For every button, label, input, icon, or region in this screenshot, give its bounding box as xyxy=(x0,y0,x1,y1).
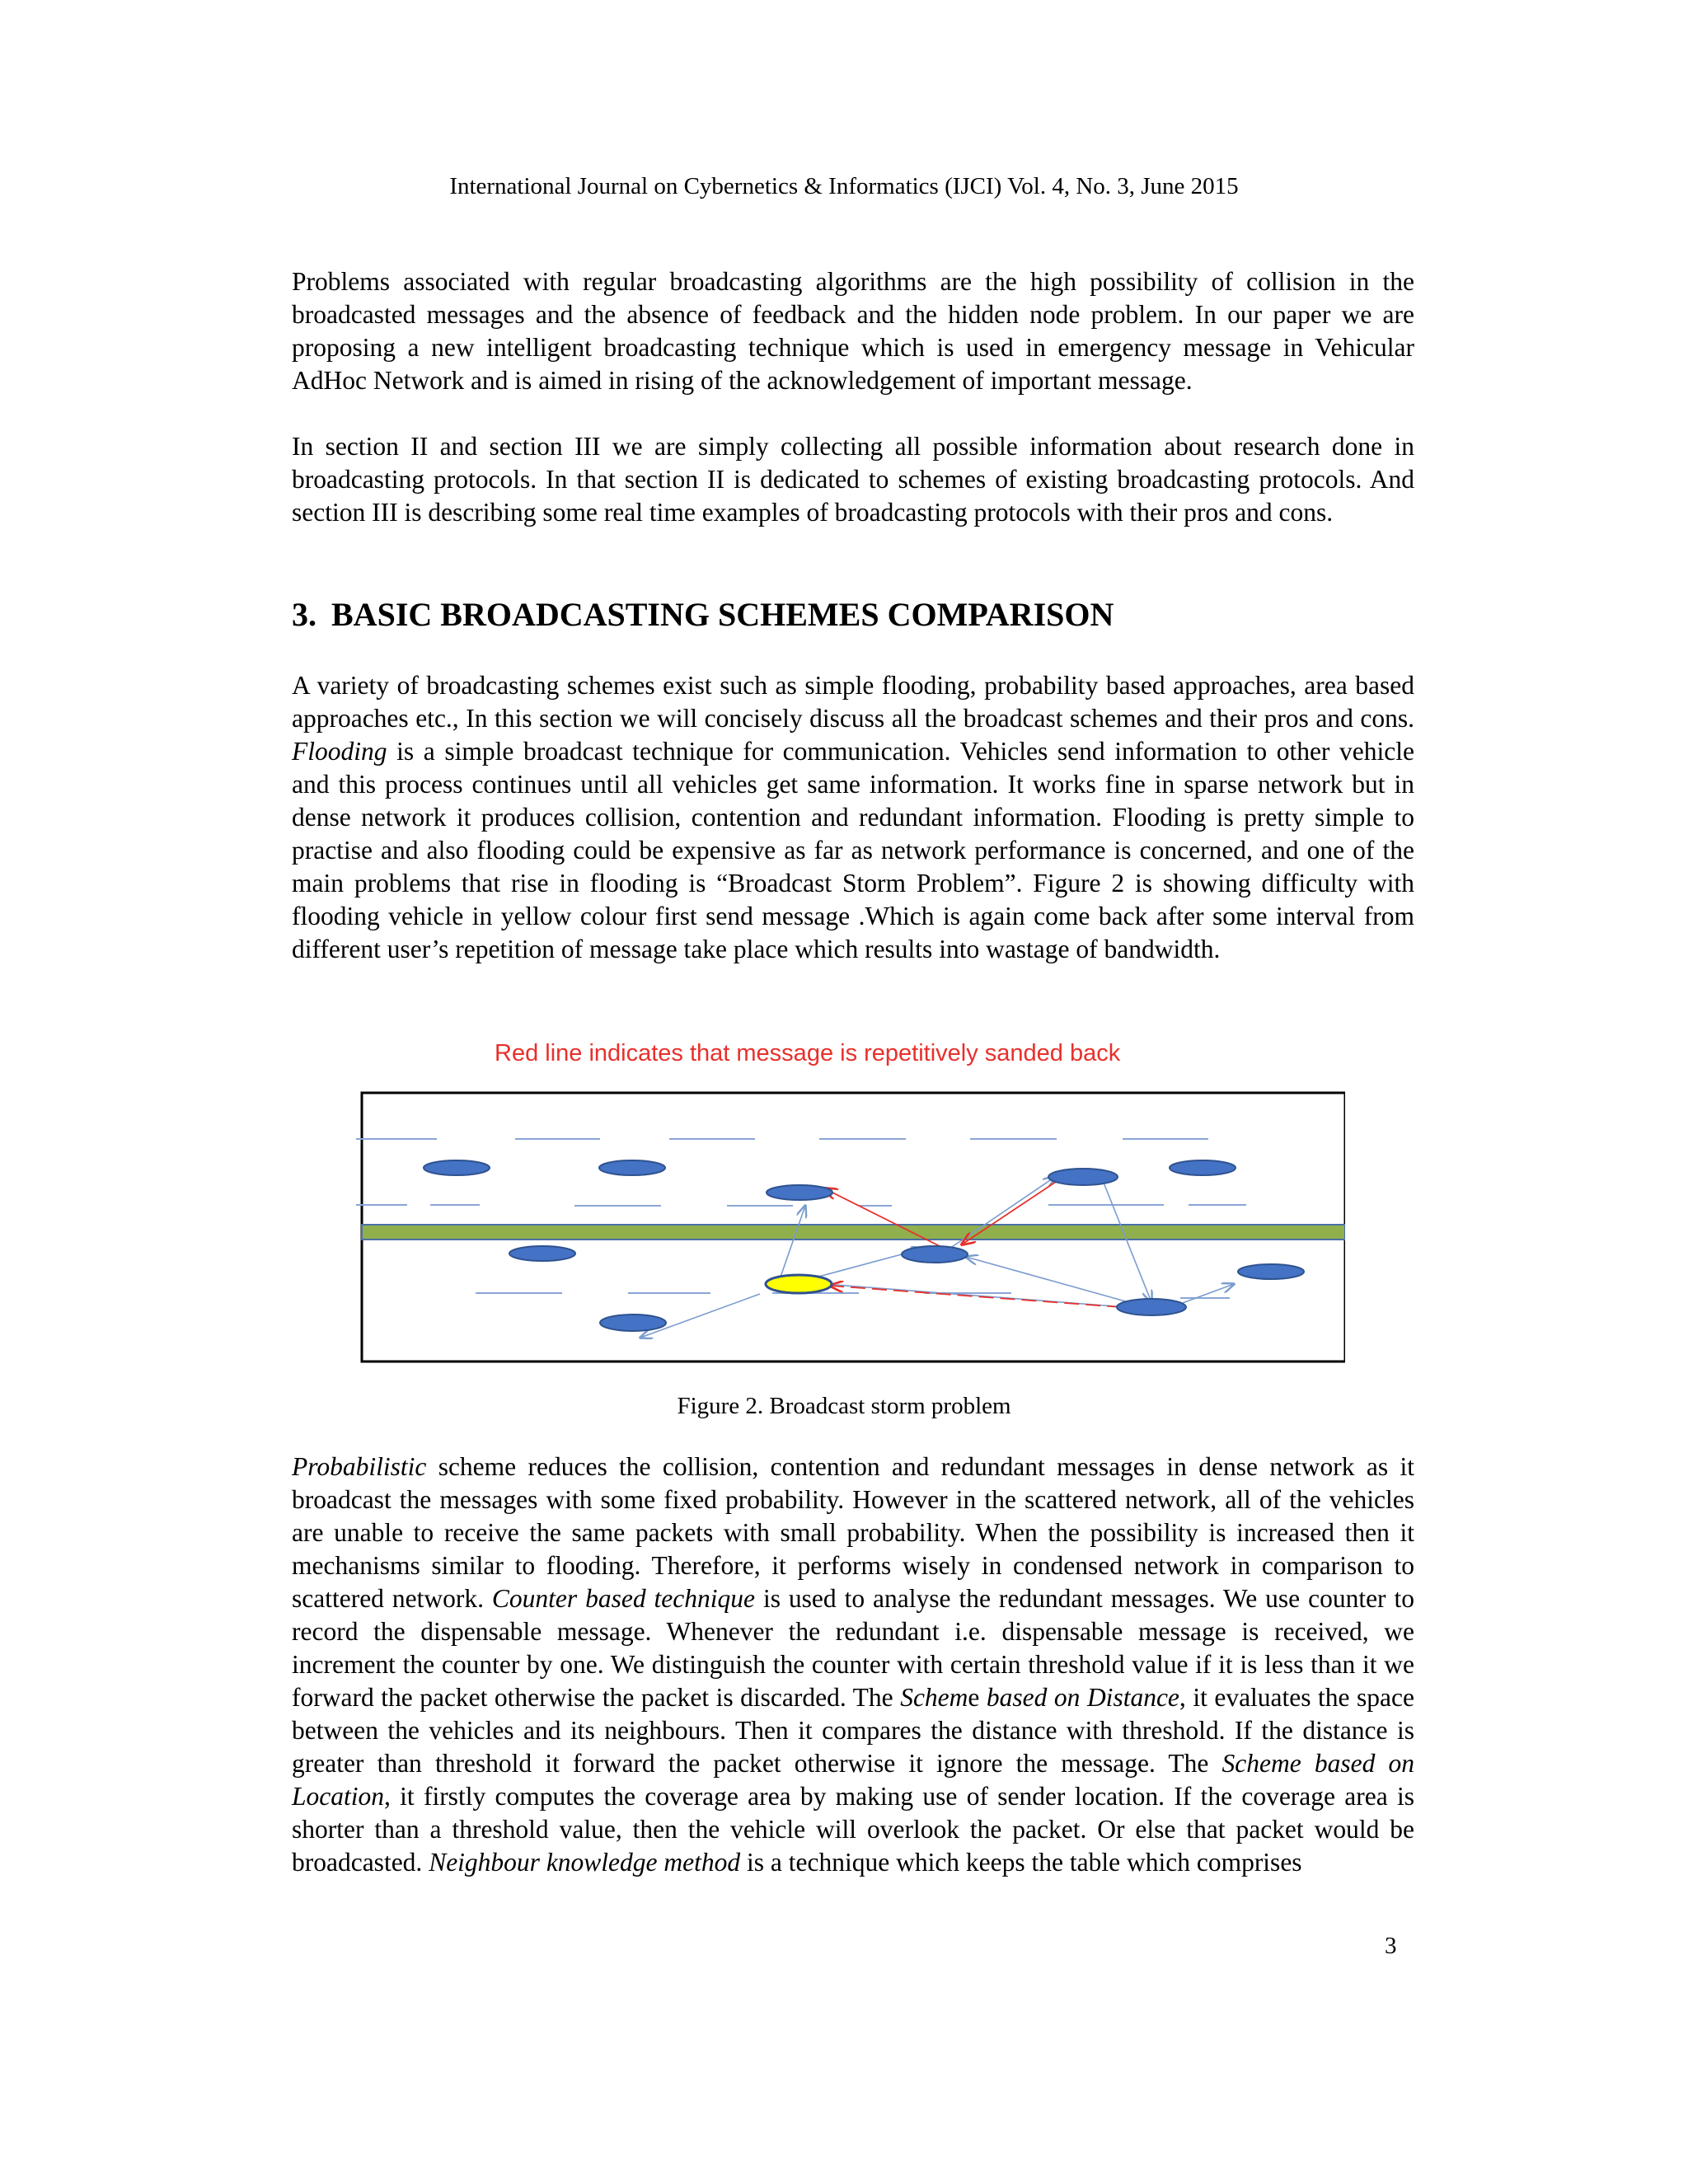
text-run: is used to analyse the redundant messages. We use counter to record the dispensable message. Whenever the redundant i.e. dispensable message is received, we increment the counter by one. We distinguish the counter with certain threshold value if it is less than it we forward the packet otherwise the packet is discarded. The xyxy=(292,1584,1414,1712)
text-run: e xyxy=(968,1683,980,1712)
term-counter-based: Counter based technique xyxy=(491,1584,756,1613)
text-run: , it firstly computes the coverage area by making use of sender location. If the coverage area is shorter than a threshold value, then the vehicle will overlook the packet. Or else that packet would be broadcasted. xyxy=(292,1782,1414,1877)
term-neighbour-knowledge: Neighbour knowledge method xyxy=(429,1848,741,1877)
section-heading xyxy=(292,595,1114,634)
term-flooding: Flooding xyxy=(292,737,387,766)
running-header: International Journal on Cybernetics & Informatics (IJCI) Vol. 4, No. 3, June 2015 xyxy=(449,173,1239,199)
section-number: 3. xyxy=(292,596,316,633)
text-run: , it evaluates the space between the vehicles and its neighbours. Then it compares the distance with threshold. If the distance is greater than threshold it forward the packet otherwise it ignore the message. The xyxy=(292,1683,1415,1778)
paragraph-sections: In section II and section III we are simply collecting all possible information about research done in broadcasting protocols. In that section II is dedicated to schemes of existing broadcasting protocols. And section III is describing some real time examples of broadcasting protocols with their pros and cons. xyxy=(292,432,1414,527)
paragraph-intro: Problems associated with regular broadcasting algorithms are the high possibility of collision in the broadcasted messages and the absence of feedback and the hidden node problem. In our paper we are proposing a new intelligent broadcasting technique which is used in emergency message in Vehicular AdHoc Network and is aimed in rising of the acknowledgement of important message. xyxy=(292,267,1414,395)
text-run: is a simple broadcast technique for communication. Vehicles send information to other vehicle and this process continues until all vehicles get same information. It works fine in sparse network but in dense network it produces collision, contention and redundant information. Flooding is pretty simple to practise and also flooding could be expensive as far as network performance is concerned, and one of the main problems that rise in flooding is “Broadcast Storm Problem”. Figure 2 is showing difficulty with flooding vehicle in yellow colour first send message .Which is again come back after some interval from different user’s repetition of message take place which results into wastage of bandwidth. xyxy=(292,737,1414,963)
sender-vehicle xyxy=(766,1275,832,1293)
text-run: is a technique which keeps the table which comprises xyxy=(740,1848,1302,1877)
figure-title: Red line indicates that message is repetitively sanded back xyxy=(495,1040,1121,1066)
page-number: 3 xyxy=(1385,1933,1397,1959)
text-run: scheme reduces the collision, contention and redundant messages in dense network as it broadcast the messages with some fixed probability. However in the scattered network, all of the vehicles are unable to receive the same packets with small probability. When the possibility is increased then it mechanisms similar to flooding. Therefore, it performs wisely in condensed network in comparison to scattered network. xyxy=(292,1452,1414,1613)
term-scheme-distance: based on Distance xyxy=(979,1683,1179,1712)
term-scheme-distance: Schem xyxy=(900,1683,968,1712)
road-divider xyxy=(362,1225,1345,1240)
paragraph-schemes xyxy=(292,1451,1414,1879)
term-scheme-location: Scheme based on Location xyxy=(292,1749,1414,1811)
term-probabilistic: Probabilistic xyxy=(292,1452,427,1481)
broadcast-storm-figure xyxy=(356,1088,1345,1376)
text-run: A variety of broadcasting schemes exist such as simple flooding, probability based approaches, area based approaches etc., In this section we will concisely discuss all the broadcast schemes and their pros and cons. xyxy=(292,671,1414,733)
paragraph-flooding xyxy=(292,669,1414,966)
figure-caption: Figure 2. Broadcast storm problem xyxy=(677,1393,1011,1419)
section-title: BASIC BROADCASTING SCHEMES COMPARISON xyxy=(331,596,1114,633)
